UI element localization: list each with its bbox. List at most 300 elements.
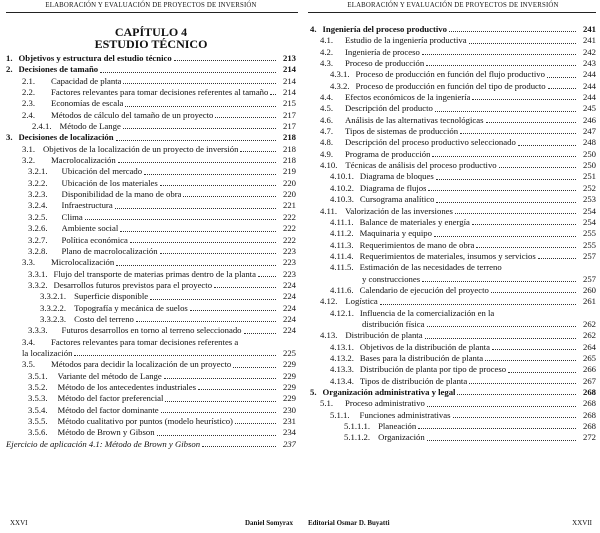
dot-leader [428,189,576,191]
toc-entry-title: Factores relevantes para tomar decisiones referentes a [51,336,239,347]
toc-entry-page: 231 [282,416,296,426]
toc-entry-number: 4.9. [320,148,334,159]
toc-entry [6,314,296,325]
dot-leader [486,121,576,123]
toc-entry-number: 4.13. [320,330,338,341]
toc-entry-number: 3.5.3. [28,393,48,404]
toc-entry [6,439,296,450]
toc-entry [310,285,596,296]
chapter-heading [6,26,296,50]
dot-leader [418,427,576,429]
dot-leader [476,246,576,248]
toc-entry-title: Proceso de producción en función del tipo de producto [355,80,546,91]
toc-entry-page: 244 [582,92,596,103]
toc-entry [6,223,296,234]
toc-entry [310,398,596,409]
footer-publisher: Editorial Osmar D. Buyatti [308,519,390,527]
toc-entry-title: Disponibilidad de la mano de obra [61,189,182,200]
toc-entry [6,337,296,348]
toc-entry-title: Desarrollos futuros previstos para el proyecto [53,279,213,290]
toc-entry [310,69,596,80]
toc-entry-page: 241 [582,24,596,34]
toc-entry [6,166,296,177]
toc-entry [310,206,596,217]
toc-entry-page: 247 [582,126,596,137]
toc-entry-page: 221 [282,200,296,211]
dot-leader [233,366,276,368]
dot-leader [434,235,576,237]
toc-entry [310,92,596,103]
toc-entry-number: 4.11.4. [330,250,354,261]
toc-entry [6,359,296,370]
toc-entry-number: 4.11.5. [330,262,354,273]
running-head: ELABORACIÓN Y EVALUACIÓN DE PROYECTOS DE INVERSIÓN [45,2,257,9]
toc-entry-title: Objetivos y estructura del estudio técnico [18,53,172,63]
toc-entry-page: 224 [282,302,296,313]
toc-entry-title: Balance de materiales y energía [359,216,470,227]
dot-leader [427,405,576,407]
toc-entry-page: 215 [282,98,296,109]
toc-entry-page: 234 [282,427,296,438]
toc-entry-number: 3.4. [22,336,36,347]
toc-entry-number: 3.5.6. [28,427,48,438]
toc-entry-number: 3.5.5. [28,416,48,426]
toc-entry-title: Plano de macrolocalización [61,245,158,256]
dot-leader [460,132,576,134]
toc-entry [310,364,596,375]
dot-leader [422,53,576,55]
toc-entry-page: 220 [282,189,296,200]
toc-entry-title: Tipos de distribución de planta [359,375,468,386]
toc-entry-number: 3.3.2.2. [40,302,67,313]
toc-entry [6,269,296,280]
dot-leader [425,337,576,339]
toc-entry [6,121,296,132]
toc-entry-number: 2.2. [22,87,36,98]
toc-entry [6,98,296,109]
toc-entry [6,303,296,314]
dot-leader [125,105,276,107]
toc-entry-number: 4.8. [320,137,334,148]
toc-entry-number: 4.3.2. [330,80,350,91]
dot-leader [100,71,276,73]
toc-entry-page: 262 [582,330,596,341]
toc-entry-page: 268 [582,421,596,432]
toc-entry [6,280,296,291]
dot-leader [116,139,276,141]
footer-author: Daniel Somyrax [245,519,294,527]
toc-entry-title: Ingeniería del proceso productivo [322,24,447,34]
toc-entry-number: 3.1. [22,143,36,154]
dot-leader [183,195,276,197]
toc-entry-page: 266 [582,364,596,375]
toc-entry-title: Método de los antecedentes industriales [57,381,197,392]
dot-leader [547,76,576,78]
toc-entry-title: Ejercicio de aplicación 4.1: Método de Brown y Gibson [6,438,201,449]
toc-entry [310,183,596,194]
toc-entry [6,76,296,87]
toc-entry-page: 220 [282,177,296,188]
toc-entry-title: Macrolocalización [51,155,116,166]
chapter-title: ESTUDIO TÉCNICO [94,37,208,51]
dot-leader [485,359,576,361]
toc-entry-page: 225 [282,347,296,358]
dot-leader [161,411,276,413]
toc-entry-number: 3.5. [22,359,36,370]
dot-leader [538,257,576,259]
toc-entry [310,296,596,307]
toc-entry-title: Factores relevantes para tomar decisiones referentes al tamaño [51,87,268,98]
toc-entry-page: 267 [582,375,596,386]
dot-leader [449,30,576,32]
toc-entry-number: 4.11.1. [330,216,354,227]
toc-entry-number: 4.3.1. [330,69,350,80]
toc-entry-number: 4.11.3. [330,239,354,250]
dot-leader [427,325,577,327]
toc-entry-number: 4.4. [320,92,334,103]
toc-entry-page: 244 [582,69,596,80]
toc-entry [6,144,296,155]
toc-entry-number: 4. [310,24,317,34]
toc-entry-title: Planeación [378,421,417,432]
toc-entry-title: Infraestructura [61,200,113,211]
toc-entry-title: Objetivos de la distribución de planta [359,341,490,352]
toc-entry-page: 255 [582,239,596,250]
dot-leader [120,230,276,232]
toc-entry [310,251,596,262]
dot-leader [115,207,276,209]
dot-leader [457,393,576,395]
toc-entry-page: 218 [282,143,296,154]
page-number: XXVII [572,519,592,527]
right-page [300,0,600,533]
toc-entry-page: 222 [282,223,296,234]
toc-entry-number: 4.7. [320,126,334,137]
dot-leader [130,241,276,243]
dot-leader [492,348,576,350]
toc-entry [6,291,296,302]
toc-entry-page: 214 [282,64,296,75]
dot-leader [235,422,276,424]
toc-entry-number: 4.10.1. [330,171,354,182]
toc-entry-title: Método de Brown y Gibson [57,427,155,438]
toc-entry-page: 218 [282,132,296,143]
toc-entry-title: Estudio de la ingeniería productiva [345,35,467,46]
toc-entry-title: Requerimientos de mano de obra [359,239,475,250]
toc-entry-title: Métodos de cálculo del tamaño de un proyecto [51,109,214,120]
header-rule [6,12,298,13]
toc-entry-title: Decisiones de tamaño [18,64,99,75]
toc-entry-page: 264 [582,341,596,352]
toc-entry-number: 2.4. [22,109,36,120]
toc-entry-title: Organización administrativa y legal [322,387,456,397]
dot-leader [469,42,576,44]
toc-entry [310,319,596,330]
toc-entry-page: 245 [582,103,596,114]
toc-entry-title: Maquinaria y equipo [359,228,432,239]
dot-leader [453,416,576,418]
toc-entry [6,382,296,393]
toc-entry [310,228,596,239]
toc-entry [6,371,296,382]
toc-entry-page: 229 [282,381,296,392]
toc-entry-page: 223 [282,245,296,256]
toc-entry [6,155,296,166]
toc-entry-number: 4.12.1. [330,307,354,318]
dot-leader [116,264,276,266]
toc-entry-number: 2. [6,64,13,75]
toc-entry-page: 261 [582,296,596,307]
toc-entry [6,257,296,268]
toc-entry [310,376,596,387]
toc-entry-title: Objetivos de la localización de un proyecto de inversión [43,143,239,154]
toc-entry-title: Descripción del proceso productivo seleccionado [345,137,516,148]
toc-entry-title: Economías de escala [51,98,124,109]
toc-entry-number: 3. [6,132,13,143]
toc-entry-page: 252 [582,182,596,193]
toc-entry-number: 4.6. [320,114,334,125]
toc-entry-page: 241 [582,35,596,46]
toc-entry [310,308,596,319]
running-head: ELABORACIÓN Y EVALUACIÓN DE PROYECTOS DE INVERSIÓN [347,2,559,9]
toc-entry-page: 229 [282,393,296,404]
toc-entry [6,235,296,246]
toc-entry-number: 5.1. [320,398,334,409]
toc-entry-title: la localización [22,347,73,358]
toc-entry-title: Valorización de las inversiones [345,205,453,216]
toc-entry [310,330,596,341]
toc-entry-number: 3.3.3. [28,325,48,336]
toc-entry-title: Futuros desarrollos en torno al terreno seleccionado [61,325,242,336]
toc-entry-number: 2.1. [22,75,36,86]
toc-entry-title: Ambiente social [61,223,119,234]
toc-entry-page: 224 [282,325,296,336]
toc-entry-page: 248 [582,137,596,148]
toc-entry-title: Política económica [61,234,128,245]
toc-entry [310,35,596,46]
toc-entry-page: 217 [282,121,296,132]
toc-entry [6,64,296,75]
toc-entry-number: 3.2.8. [28,245,48,256]
toc-entry-title: Superficie disponible [74,291,149,302]
toc-entry-title: Organización [378,432,425,443]
toc-entry-title: Proceso de producción en función del flujo productivo [355,69,545,80]
dot-leader [240,150,276,152]
table-of-contents [6,53,296,450]
dot-leader [74,354,276,356]
toc-entry [310,81,596,92]
toc-entry-title: Flujo del transporte de materias primas dentro de la planta [53,268,256,279]
toc-entry [6,87,296,98]
toc-entry [6,212,296,223]
dot-leader [469,382,576,384]
toc-entry-page: 251 [582,171,596,182]
dot-leader [380,303,576,305]
toc-entry-title: Distribución de planta por tipo de proceso [359,364,507,375]
toc-entry-number: 4.2. [320,46,334,57]
dot-leader [491,291,576,293]
toc-entry-number: 3.3.1. [28,268,48,279]
toc-entry-page: 254 [582,205,596,216]
dot-leader [258,275,276,277]
toc-entry-title: Microlocalización [51,257,115,268]
dot-leader [165,400,276,402]
toc-entry-page: 250 [582,148,596,159]
toc-entry-page: 223 [282,257,296,268]
toc-entry [6,246,296,257]
toc-entry-page: 237 [282,438,296,449]
toc-entry-number: 4.10. [320,160,338,171]
toc-entry [310,217,596,228]
toc-entry-page: 222 [282,234,296,245]
dot-leader [508,371,576,373]
toc-entry-page: 213 [282,53,296,63]
toc-entry-page: 244 [582,80,596,91]
toc-entry [6,393,296,404]
toc-entry [310,115,596,126]
dot-leader [144,173,276,175]
toc-entry-title: Funciones administrativas [359,409,451,420]
page-number: XXVI [10,519,28,527]
toc-entry-number: 3.2.3. [28,189,48,200]
toc-entry [310,432,596,443]
dot-leader [422,280,576,282]
toc-entry [310,103,596,114]
toc-entry-page: 222 [282,211,296,222]
toc-entry [310,421,596,432]
dot-leader [436,178,576,180]
toc-entry-number: 3.2.6. [28,223,48,234]
dot-leader [472,98,576,100]
toc-entry-page: 242 [582,46,596,57]
toc-entry [310,149,596,160]
toc-entry-page: 230 [282,404,296,415]
toc-entry-number: 3.2.7. [28,234,48,245]
toc-entry-page: 214 [282,87,296,98]
toc-entry-page: 260 [582,284,596,295]
toc-entry-number: 4.5. [320,103,334,114]
toc-entry [6,405,296,416]
toc-entry-title: Método del factor preferencial [57,393,164,404]
toc-entry-number: 5.1.1. [330,409,350,420]
toc-entry-title: Ingeniería de proceso [345,46,420,57]
toc-entry-number: 4.3. [320,58,334,69]
toc-entry-number: 3.2.1. [28,166,48,177]
dot-leader [85,218,276,220]
toc-entry-number: 3.3.2.3. [40,313,67,324]
toc-entry-number: 5.1.1.1. [344,421,371,432]
toc-entry-page: 268 [582,398,596,409]
dot-leader [157,434,276,436]
dot-leader [244,332,276,334]
toc-entry-page: 265 [582,352,596,363]
toc-entry [310,262,596,273]
toc-entry [310,274,596,285]
toc-entry-number: 4.10.3. [330,194,354,205]
toc-entry [310,24,596,35]
toc-entry-number: 3.5.1. [28,370,48,381]
toc-entry-page: 224 [282,313,296,324]
toc-entry [6,110,296,121]
toc-entry-number: 3.2.5. [28,211,48,222]
dot-leader [426,64,576,66]
dot-leader [427,439,576,441]
toc-entry-number: 2.4.1. [32,121,52,132]
toc-entry-number: 5.1.1.2. [344,432,371,443]
toc-entry-number: 4.10.2. [330,182,354,193]
toc-entry [6,427,296,438]
toc-entry-number: 4.11.2. [330,228,354,239]
toc-entry-number: 5. [310,387,317,397]
toc-entry [310,58,596,69]
toc-entry-title: Requerimientos de materiales, insumos y servicios [359,250,536,261]
toc-entry [310,126,596,137]
toc-entry-title: Logística [345,296,378,307]
toc-entry-title: Estimación de las necesidades de terreno [359,262,502,273]
toc-entry-title: Diagrama de bloques [359,171,434,182]
toc-entry-number: 4.11.6. [330,284,354,295]
dot-leader [123,127,276,129]
toc-entry-title: Calendario de ejecución del proyecto [359,284,489,295]
toc-entry-page: 214 [282,75,296,86]
toc-entry-number: 4.12. [320,296,338,307]
toc-entry-number: 3.3.2. [28,279,48,290]
toc-entry [310,47,596,58]
toc-entry-title: Cursograma analítico [359,194,435,205]
toc-entry [6,416,296,427]
dot-leader [160,252,276,254]
dot-leader [472,223,576,225]
toc-entry-title: Análisis de las alternativas tecnológicas [345,114,484,125]
toc-entry-title: Proceso de producción [345,58,425,69]
toc-entry-page: 255 [582,228,596,239]
toc-entry-title: Método de Lange [59,121,121,132]
toc-entry-page: 250 [582,160,596,171]
toc-entry-page: 224 [282,279,296,290]
chapter-number: CAPÍTULO 4 [114,25,188,39]
toc-entry [6,132,296,143]
toc-entry-page: 243 [582,58,596,69]
dot-leader [198,388,276,390]
toc-entry-page: 268 [582,409,596,420]
toc-entry-number: 2.3. [22,98,36,109]
table-of-contents [310,24,596,444]
toc-entry-title: Efectos económicos de la ingeniería [345,92,471,103]
dot-leader [435,110,576,112]
dot-leader [160,184,276,186]
toc-entry [6,178,296,189]
toc-entry-number: 3.3. [22,257,36,268]
toc-entry-title: Programa de producción [345,148,431,159]
dot-leader [202,445,276,447]
toc-entry-title: Métodos para decidir la localización de un proyecto [51,359,232,370]
toc-entry-title: Bases para la distribución de planta [359,352,484,363]
dot-leader [150,298,276,300]
toc-entry-page: 217 [282,109,296,120]
dot-leader [215,116,276,118]
toc-entry-number: 3.3.2.1. [40,291,67,302]
toc-entry [6,348,296,359]
toc-entry-title: Descripción del producto [345,103,433,114]
dot-leader [518,144,576,146]
toc-entry-page: 268 [582,387,596,397]
toc-entry-number: 3.2.4. [28,200,48,211]
dot-leader [455,212,576,214]
toc-entry-number: 3.2. [22,155,36,166]
toc-entry-title: Método cualitativo por puntos (modelo heurístico) [57,416,233,426]
toc-entry-title: Proceso administrativo [345,398,425,409]
toc-entry-page: 246 [582,114,596,125]
